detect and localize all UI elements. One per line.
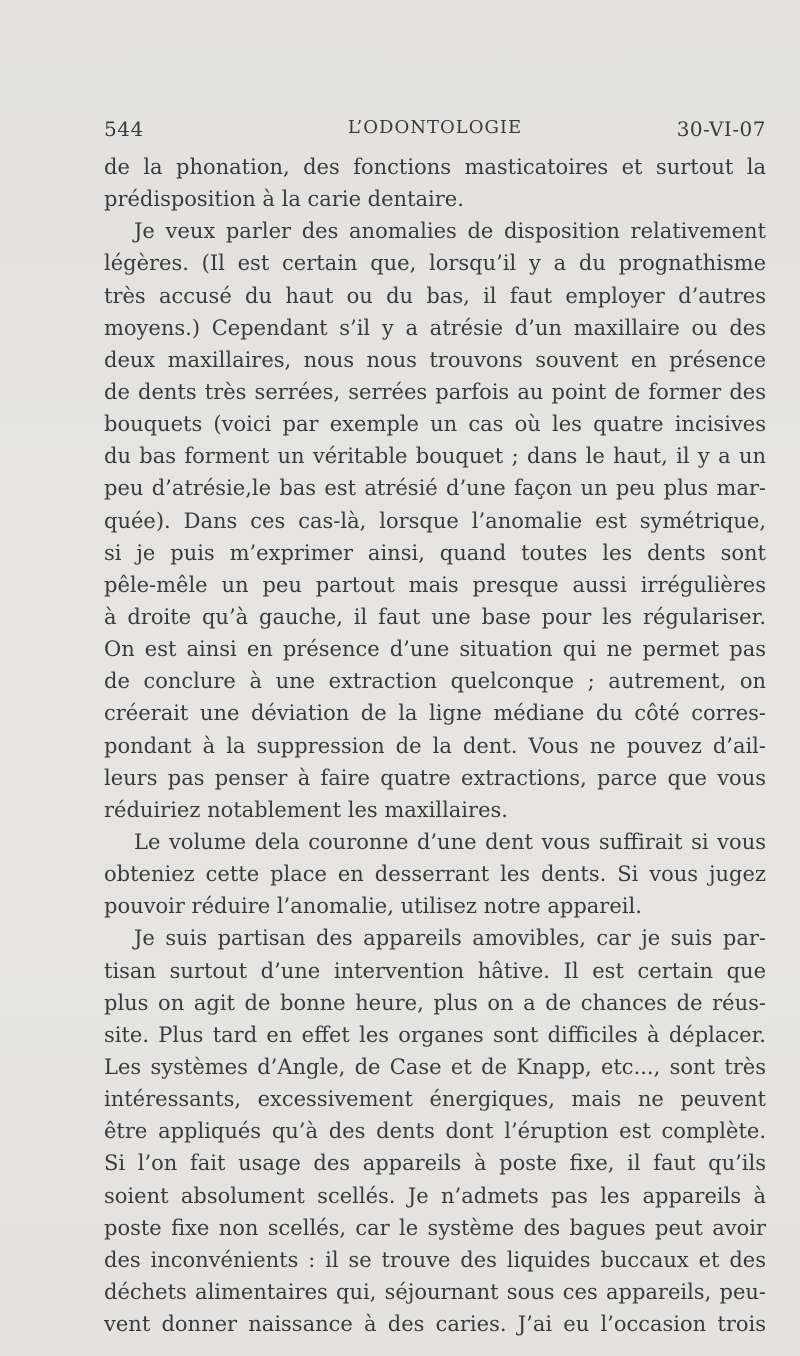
text-line: déchets alimentaires qui, séjournant sous ces appareils, peu-	[104, 1279, 766, 1304]
text-line: de dents très serrées, serrées parfois au point de former des	[104, 379, 766, 404]
text-line: Je suis partisan des appareils amovibles, car je suis par-	[134, 926, 766, 951]
text-line: pêle-mêle un peu partout mais presque aussi irrégulières	[104, 572, 766, 597]
text-line: être appliqués qu’à des dents dont l’éruption est complète.	[104, 1119, 766, 1144]
text-line: vent donner naissance à des caries. J’ai eu l’occasion trois	[104, 1312, 766, 1337]
text-line: Si l’on fait usage des appareils à poste fixe, il faut qu’ils	[104, 1151, 766, 1176]
text-line: si je puis m’exprimer ainsi, quand toutes les dents sont	[104, 540, 766, 565]
issue-date: 30-VI-07	[676, 117, 766, 141]
text-line: de conclure à une extraction quelconque ; autrement, on	[104, 669, 766, 694]
text-line: obteniez cette place en desserrant les dents. Si vous jugez	[104, 862, 766, 887]
text-line: quée). Dans ces cas-là, lorsque l’anomalie est symétrique,	[104, 508, 766, 533]
text-line: des inconvénients : il se trouve des liquides buccaux et des	[104, 1247, 766, 1272]
text-line: créerait une déviation de la ligne médiane du côté corres-	[104, 701, 766, 726]
text-line: du bas forment un véritable bouquet ; dans le haut, il y a un	[104, 444, 766, 469]
text-line: légères. (Il est certain que, lorsqu’il y a du prognathisme	[104, 251, 766, 276]
text-line: soient absolument scellés. Je n’admets pas les appareils à	[104, 1183, 766, 1208]
text-line: plus on agit de bonne heure, plus on a de chances de réus-	[104, 990, 766, 1015]
text-line: leurs pas penser à faire quatre extractions, parce que vous	[104, 765, 766, 790]
body-text	[104, 151, 766, 1340]
text-line: intéressants, excessivement énergiques, mais ne peuvent	[104, 1087, 766, 1112]
text-line: très accusé du haut ou du bas, il faut employer d’autres	[104, 283, 766, 308]
text-line: site. Plus tard en effet les organes sont difficiles à déplacer.	[104, 1022, 766, 1047]
journal-title: L’ODONTOLOGIE	[347, 117, 523, 138]
text-line: peu d’atrésie,le bas est atrésié d’une façon un peu plus mar-	[104, 476, 766, 501]
text-line: Les systèmes d’Angle, de Case et de Knapp, etc..., sont très	[104, 1054, 766, 1079]
text-line: réduiriez notablement les maxillaires.	[104, 797, 508, 822]
page-number: 544	[104, 117, 144, 141]
text-line: Je veux parler des anomalies de disposition relativement	[134, 219, 766, 244]
text-line: tisan surtout d’une intervention hâtive. Il est certain que	[104, 958, 766, 983]
text-line: On est ainsi en présence d’une situation qui ne permet pas	[104, 637, 766, 662]
running-header	[104, 117, 766, 147]
text-line: de la phonation, des fonctions masticatoires et surtout la	[104, 155, 766, 179]
text-line: prédisposition à la carie dentaire.	[104, 187, 464, 212]
text-line: deux maxillaires, nous nous trouvons souvent en présence	[104, 347, 766, 372]
text-line: poste fixe non scellés, car le système des bagues peut avoir	[104, 1215, 766, 1240]
text-line: moyens.) Cependant s’il y a atrésie d’un maxillaire ou des	[104, 315, 766, 340]
text-line: pondant à la suppression de la dent. Vous ne pouvez d’ail-	[104, 733, 766, 758]
text-line: bouquets (voici par exemple un cas où les quatre incisives	[104, 412, 766, 437]
text-line: Le volume dela couronne d’une dent vous suffirait si vous	[134, 829, 766, 854]
text-line: à droite qu’à gauche, il faut une base pour les régulariser.	[104, 604, 766, 629]
text-line: pouvoir réduire l’anomalie, utilisez notre appareil.	[104, 894, 642, 919]
